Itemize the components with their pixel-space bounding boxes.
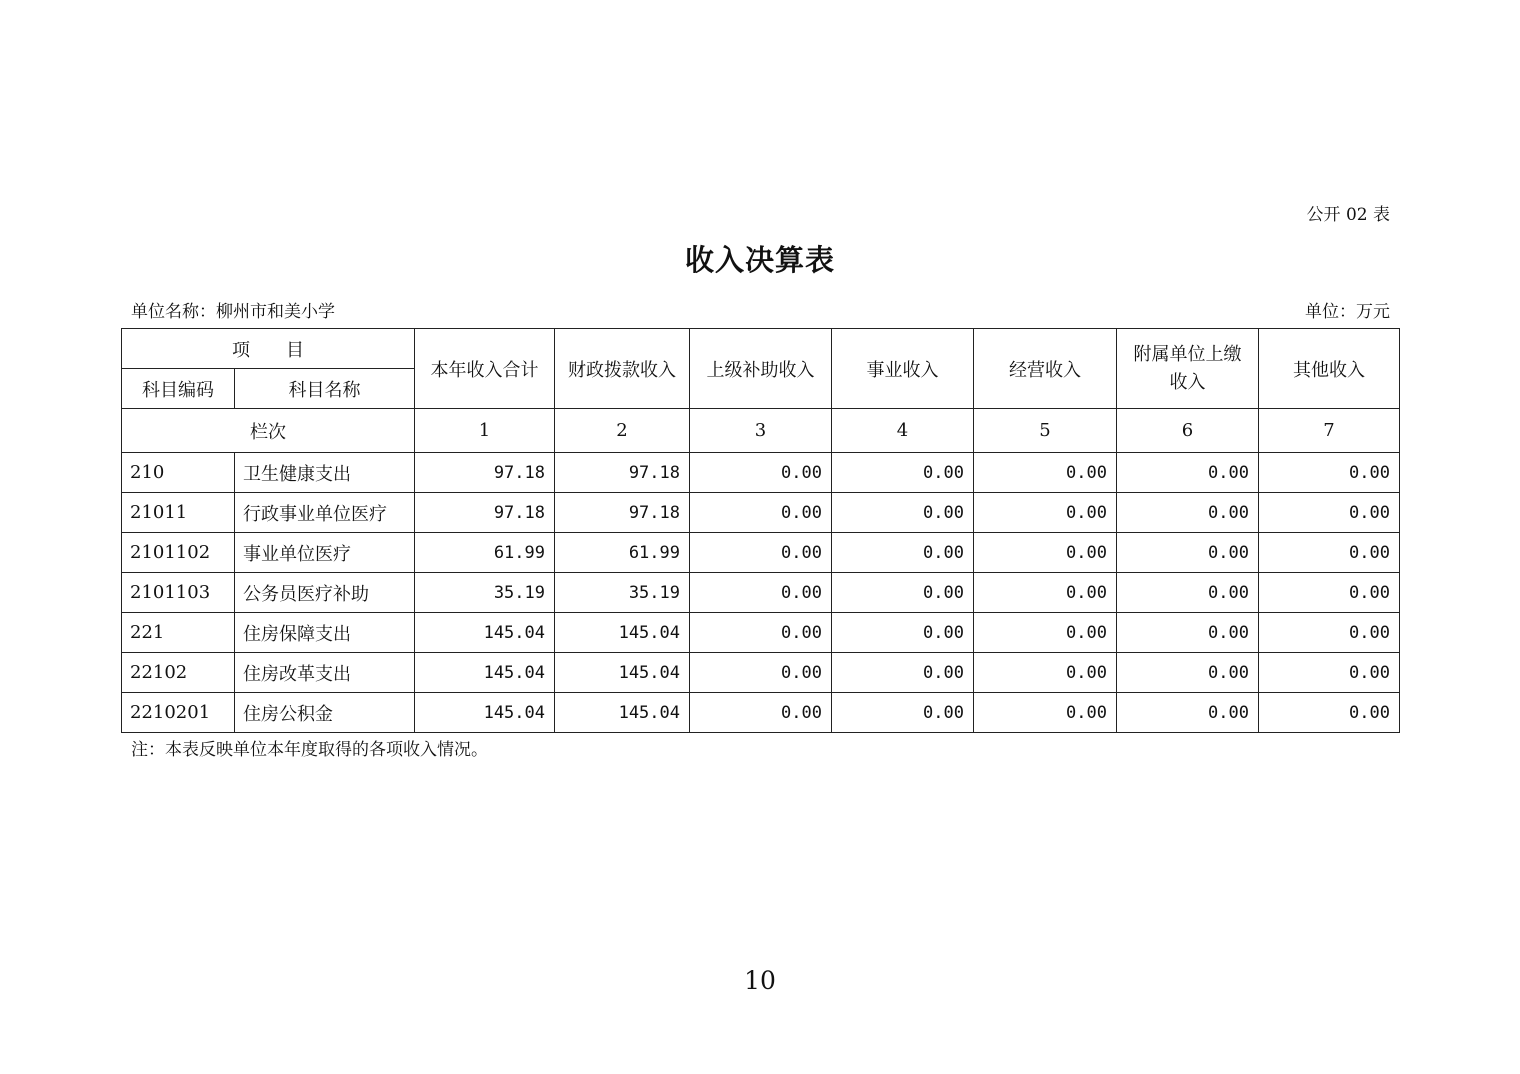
value-cell: 97.18	[415, 493, 555, 533]
value-cell: 0.00	[1259, 613, 1400, 653]
column-number: 5	[974, 409, 1117, 453]
value-cell: 61.99	[415, 533, 555, 573]
header-col-other: 其他收入	[1259, 329, 1400, 409]
value-cell: 35.19	[555, 573, 690, 613]
value-cell: 97.18	[555, 453, 690, 493]
table-note: 注：本表反映单位本年度取得的各项收入情况。	[131, 740, 488, 760]
header-code: 科目编码	[122, 369, 235, 409]
unit-name: 单位名称：柳州市和美小学	[131, 302, 335, 322]
form-code: 公开 02 表	[1306, 205, 1390, 225]
value-cell: 0.00	[690, 453, 832, 493]
value-cell: 0.00	[690, 613, 832, 653]
column-number: 3	[690, 409, 832, 453]
subject-name: 事业单位医疗	[235, 533, 415, 573]
value-cell: 0.00	[1259, 533, 1400, 573]
value-cell: 0.00	[832, 573, 974, 613]
value-cell: 0.00	[974, 573, 1117, 613]
column-number: 4	[832, 409, 974, 453]
unit-measure: 单位：万元	[1305, 302, 1390, 322]
income-table	[121, 328, 1400, 733]
subject-name: 公务员医疗补助	[235, 573, 415, 613]
header-col-superior: 上级补助收入	[690, 329, 832, 409]
value-cell: 0.00	[1117, 613, 1259, 653]
value-cell: 0.00	[1259, 573, 1400, 613]
value-cell: 97.18	[555, 493, 690, 533]
subject-code: 21011	[122, 493, 235, 533]
column-number: 2	[555, 409, 690, 453]
column-number: 1	[415, 409, 555, 453]
subject-name: 住房保障支出	[235, 613, 415, 653]
header-col-fiscal: 财政拨款收入	[555, 329, 690, 409]
subject-code: 210	[122, 453, 235, 493]
value-cell: 0.00	[690, 653, 832, 693]
value-cell: 0.00	[974, 533, 1117, 573]
table-row	[122, 653, 1400, 693]
value-cell: 61.99	[555, 533, 690, 573]
value-cell: 0.00	[690, 493, 832, 533]
header-item: 项 目	[122, 329, 415, 369]
header-col-operating: 经营收入	[974, 329, 1117, 409]
header-col-affiliated-text: 附属单位上缴收入	[1133, 343, 1242, 393]
table-row	[122, 693, 1400, 733]
subject-code: 2101102	[122, 533, 235, 573]
value-cell: 97.18	[415, 453, 555, 493]
value-cell: 0.00	[1117, 453, 1259, 493]
value-cell: 0.00	[832, 693, 974, 733]
header-col-total: 本年收入合计	[415, 329, 555, 409]
table-row	[122, 533, 1400, 573]
subject-name: 住房公积金	[235, 693, 415, 733]
value-cell: 145.04	[415, 653, 555, 693]
value-cell: 0.00	[1259, 493, 1400, 533]
value-cell: 145.04	[555, 613, 690, 653]
value-cell: 145.04	[555, 693, 690, 733]
value-cell: 0.00	[1117, 693, 1259, 733]
value-cell: 0.00	[832, 493, 974, 533]
subject-code: 22102	[122, 653, 235, 693]
subject-code: 221	[122, 613, 235, 653]
subject-name: 行政事业单位医疗	[235, 493, 415, 533]
column-number-row	[122, 409, 1400, 453]
subject-code: 2210201	[122, 693, 235, 733]
value-cell: 0.00	[974, 453, 1117, 493]
value-cell: 0.00	[832, 533, 974, 573]
header-row-1	[122, 329, 1400, 369]
table-row	[122, 613, 1400, 653]
value-cell: 0.00	[1117, 493, 1259, 533]
value-cell: 0.00	[974, 653, 1117, 693]
value-cell: 145.04	[415, 613, 555, 653]
row-index-label: 栏次	[122, 409, 415, 453]
header-col-business: 事业收入	[832, 329, 974, 409]
value-cell: 0.00	[832, 453, 974, 493]
value-cell: 0.00	[690, 693, 832, 733]
value-cell: 0.00	[1259, 693, 1400, 733]
header-name: 科目名称	[235, 369, 415, 409]
header-col-affiliated	[1117, 329, 1259, 409]
column-number: 7	[1259, 409, 1400, 453]
value-cell: 0.00	[974, 493, 1117, 533]
value-cell: 0.00	[974, 613, 1117, 653]
value-cell: 0.00	[1117, 653, 1259, 693]
table-row	[122, 453, 1400, 493]
column-number: 6	[1117, 409, 1259, 453]
value-cell: 0.00	[690, 533, 832, 573]
page-number: 10	[744, 966, 776, 995]
value-cell: 0.00	[1259, 653, 1400, 693]
value-cell: 0.00	[832, 613, 974, 653]
value-cell: 0.00	[1117, 573, 1259, 613]
value-cell: 35.19	[415, 573, 555, 613]
table-row	[122, 493, 1400, 533]
subject-code: 2101103	[122, 573, 235, 613]
subject-name: 住房改革支出	[235, 653, 415, 693]
value-cell: 0.00	[1259, 453, 1400, 493]
page-title: 收入决算表	[684, 243, 835, 277]
value-cell: 0.00	[974, 693, 1117, 733]
value-cell: 145.04	[415, 693, 555, 733]
subject-name: 卫生健康支出	[235, 453, 415, 493]
value-cell: 0.00	[832, 653, 974, 693]
value-cell: 145.04	[555, 653, 690, 693]
value-cell: 0.00	[690, 573, 832, 613]
value-cell: 0.00	[1117, 533, 1259, 573]
table-row	[122, 573, 1400, 613]
